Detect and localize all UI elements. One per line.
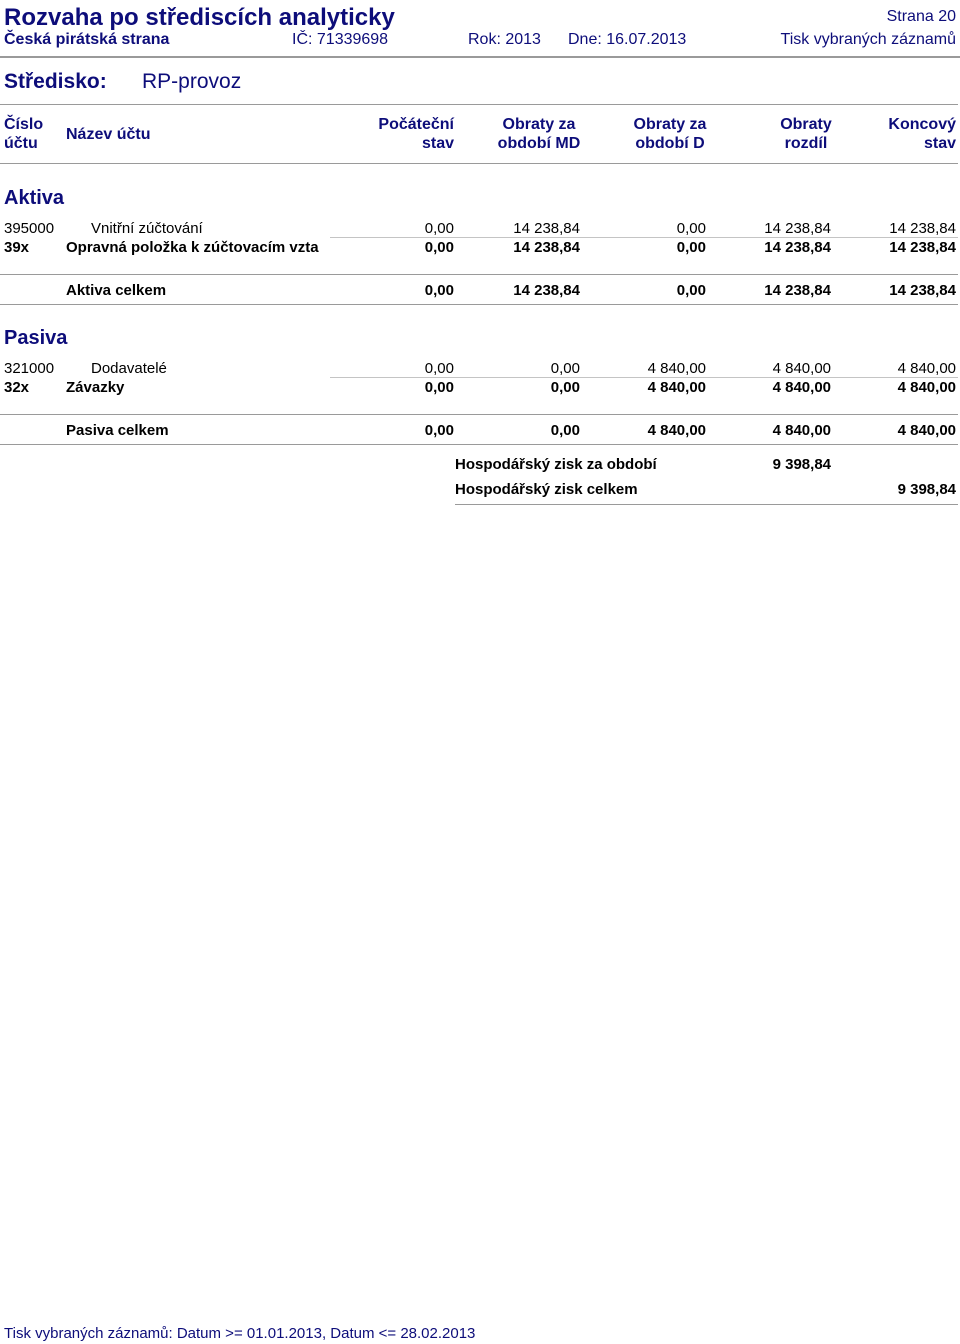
account-name: Dodavatelé [91,360,167,377]
group-turnover-md: 0,00 [550,379,580,396]
total-closing-balance: 4 840,00 [897,422,956,439]
total-turnover-d: 4 840,00 [647,422,706,439]
group-turnover-diff: 4 840,00 [772,379,831,396]
row-divider [330,377,958,378]
group-turnover-d: 4 840,00 [647,379,706,396]
group-turnover-md: 14 238,84 [513,239,580,256]
turnover-diff: 4 840,00 [772,360,831,377]
turnover-d: 4 840,00 [647,360,706,377]
total-turnover-md: 0,00 [550,422,580,439]
profit-total-label: Hospodářský zisk celkem [455,481,638,498]
total-turnover-md: 14 238,84 [513,282,580,299]
total-label: Pasiva celkem [66,422,169,439]
organization-name: Česká pirátská strana [4,31,170,48]
total-top-rule [0,274,958,275]
col-opening-balance [314,115,454,153]
organization-ico: IČ: 71339698 [292,31,389,48]
group-opening-balance: 0,00 [424,239,454,256]
col-account-name: Název účtu [66,126,151,143]
print-selection-note: Tisk vybraných záznamů [780,31,956,48]
turnover-md: 0,00 [550,360,580,377]
col-closing-balance-l2: stav [923,135,956,152]
group-account-number: 32x [4,379,30,396]
account-number: 321000 [4,360,55,377]
total-bottom-rule [0,304,958,305]
profit-total-value: 9 398,84 [897,481,956,498]
profit-bottom-rule [455,504,958,505]
group-opening-balance: 0,00 [424,379,454,396]
opening-balance: 0,00 [424,220,454,237]
report-date: Dne: 16.07.2013 [568,31,687,48]
col-account-number [4,115,43,153]
turnover-diff: 14 238,84 [764,220,831,237]
col-closing-balance-l1: Koncový [888,116,956,133]
total-opening-balance: 0,00 [424,282,454,299]
col-turnover-md-l2: období MD [497,135,581,152]
col-closing-balance [816,115,956,153]
turnover-md: 14 238,84 [513,220,580,237]
group-account-number: 39x [4,239,30,256]
total-opening-balance: 0,00 [424,422,454,439]
columns-top-rule [0,104,958,105]
col-turnover-d [600,115,740,153]
account-name: Vnitřní zúčtování [91,220,203,237]
col-opening-balance-l2: stav [421,135,454,152]
group-account-name: Opravná položka k zúčtovacím vzta [66,239,319,256]
col-turnover-md-l1: Obraty za [502,116,576,133]
center-label: Středisko: [4,70,107,93]
total-label: Aktiva celkem [66,282,167,299]
col-account-number-l1: Číslo [4,116,44,133]
total-bottom-rule [0,444,958,445]
total-turnover-d: 0,00 [676,282,706,299]
turnover-d: 0,00 [676,220,706,237]
group-closing-balance: 4 840,00 [897,379,956,396]
col-turnover-diff-l1: Obraty [780,116,832,133]
account-number: 395000 [4,220,55,237]
col-opening-balance-l1: Počáteční [378,116,454,133]
col-turnover-d-l2: období D [635,135,705,152]
total-turnover-diff: 14 238,84 [764,282,831,299]
section-heading-aktiva: Aktiva [4,187,65,209]
profit-period-label: Hospodářský zisk za období [455,456,657,473]
col-turnover-d-l1: Obraty za [633,116,707,133]
total-closing-balance: 14 238,84 [889,282,956,299]
col-turnover-md [469,115,609,153]
columns-bottom-rule [0,163,958,164]
group-account-name: Závazky [66,379,125,396]
col-turnover-diff-l2: rozdíl [784,135,828,152]
section-heading-pasiva: Pasiva [4,327,68,349]
report-title: Rozvaha po střediscích analyticky [4,4,395,31]
row-divider [330,237,958,238]
col-account-number-l2: účtu [4,135,38,152]
closing-balance: 4 840,00 [897,360,956,377]
group-turnover-diff: 14 238,84 [764,239,831,256]
group-turnover-d: 0,00 [676,239,706,256]
header-divider [0,56,960,58]
page-number: Strana 20 [886,8,956,25]
opening-balance: 0,00 [424,360,454,377]
total-turnover-diff: 4 840,00 [772,422,831,439]
closing-balance: 14 238,84 [889,220,956,237]
report-year: Rok: 2013 [468,31,541,48]
center-value: RP-provoz [142,70,242,93]
footer-filter-note: Tisk vybraných záznamů: Datum >= 01.01.2013, Datum <= 28.02.2013 [4,1325,476,1342]
total-top-rule [0,414,958,415]
profit-period-value: 9 398,84 [772,456,831,473]
group-closing-balance: 14 238,84 [889,239,956,256]
